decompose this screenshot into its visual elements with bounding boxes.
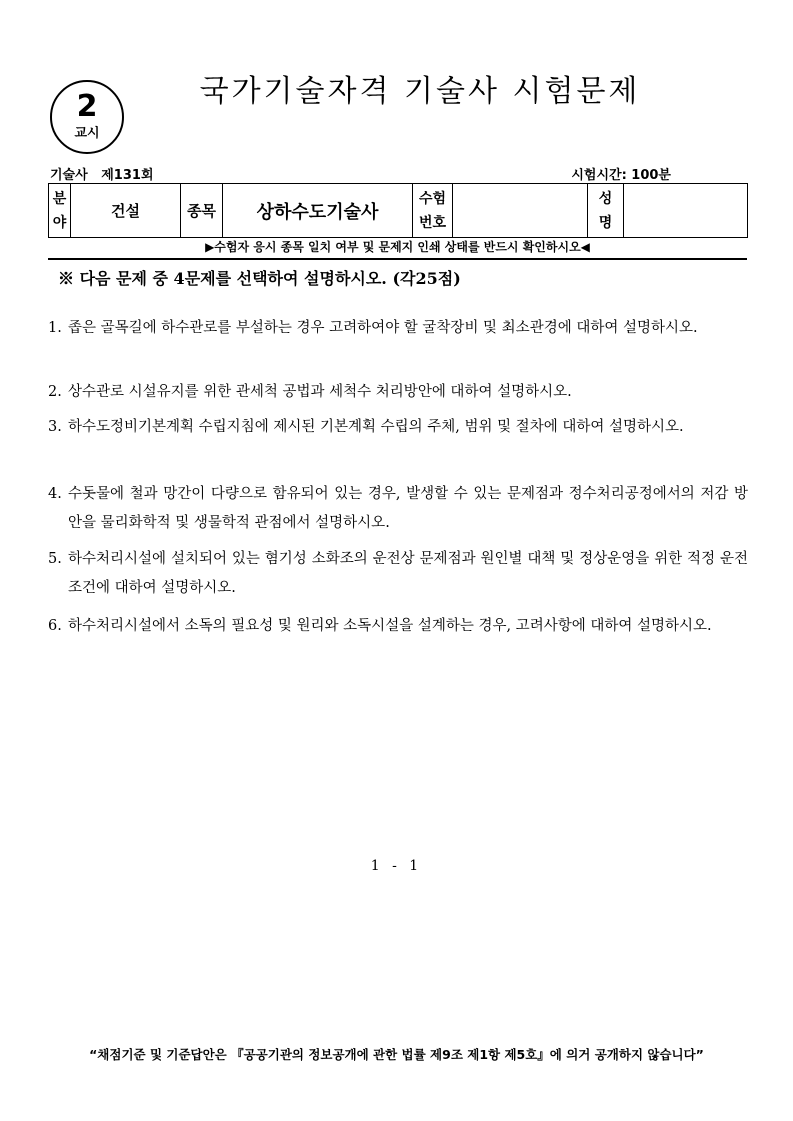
period-label: 교시 [74,126,100,141]
question-item [48,314,748,343]
field-value: 건설 [71,184,181,238]
field-label [49,184,71,238]
question-number: 2. [48,384,62,400]
question-item [48,378,748,407]
question-number: 6. [48,618,62,634]
exam-number-field[interactable] [453,184,588,238]
question-item [48,612,748,641]
question-number: 4. [48,486,62,502]
period-badge [50,80,124,154]
category-value: 상하수도기술사 [223,184,413,238]
field-label-text: 분야 [52,190,67,231]
instruction-text: ※ 다음 문제 중 4문제를 선택하여 설명하시오. (각25점) [58,269,461,288]
question-text: 수돗물에 철과 망간이 다량으로 함유되어 있는 경우, 발생할 수 있는 문제점과 정수처리공정에서의 저감 방안을 물리화학적 및 생물학적 관점에서 설명하시오. [68,486,748,531]
question-text: 상수관로 시설유지를 위한 관세척 공법과 세척수 처리방안에 대하여 설명하시오. [68,384,572,400]
question-number: 3. [48,419,62,435]
question-item [48,545,748,603]
question-number: 1. [48,320,62,336]
period-number: 2 [76,89,98,124]
exam-number-label-text: 수험번호 [418,190,447,231]
exam-number-label [413,184,453,238]
question-number: 5. [48,551,62,567]
name-label-text: 성명 [598,190,613,231]
name-label [588,184,624,238]
question-text: 하수처리시설에서 소독의 필요성 및 원리와 소독시설을 설계하는 경우, 고려사항에 대하여 설명하시오. [68,618,712,634]
question-text: 하수도정비기본계획 수립지침에 제시된 기본계획 수립의 주체, 범위 및 절차에 대하여 설명하시오. [68,419,684,435]
question-text: 하수처리시설에 설치되어 있는 혐기성 소화조의 운전상 문제점과 원인별 대책 및 정상운영을 위한 적정 운전조건에 대하여 설명하시오. [68,551,748,596]
page-title: 국가기술자격 기술사 시험문제 [199,74,641,109]
divider [48,258,747,260]
exam-time: 시험시간: 100분 [571,168,671,183]
page-number: 1 - 1 [370,858,423,874]
footer-note: “채점기준 및 기준답안은 『공공기관의 정보공개에 관한 법률 제9조 제1항 제5호』에 의거 공개하지 않습니다” [89,1047,704,1062]
question-item [48,413,748,442]
question-text: 좁은 골목길에 하수관로를 부설하는 경우 고려하여야 할 굴착장비 및 최소관경에 대하여 설명하시오. [68,320,698,336]
category-label: 종목 [181,184,223,238]
name-field[interactable] [624,184,748,238]
question-item [48,480,748,538]
exam-info-table [48,183,748,238]
exam-round: 기술사 제131회 [50,168,154,183]
notice-text: ▶수험자 응시 종목 일치 여부 및 문제지 인쇄 상태를 반드시 확인하시오◀ [205,240,590,254]
